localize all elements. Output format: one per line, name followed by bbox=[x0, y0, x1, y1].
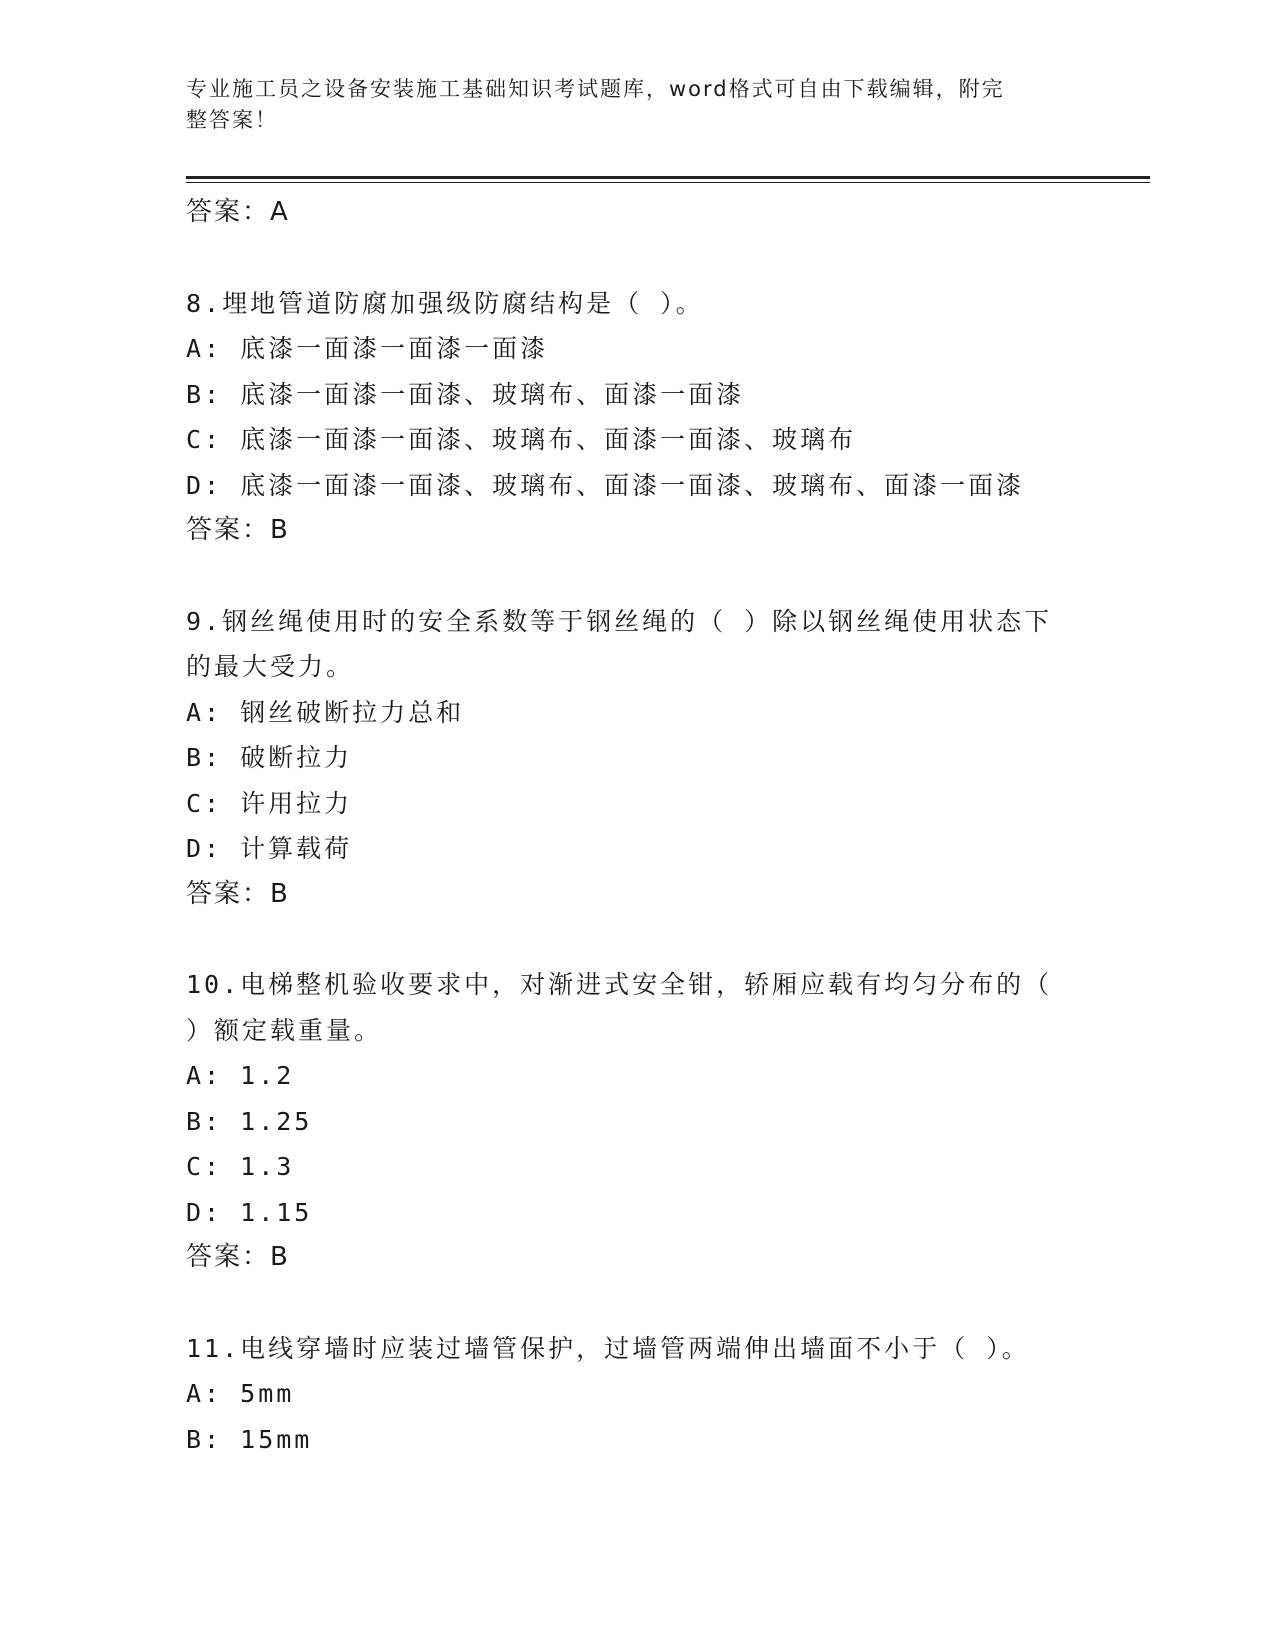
question-text: 11.电线穿墙时应装过墙管保护，过墙管两端伸出墙面不小于（ ）。 bbox=[186, 1333, 1030, 1363]
question-block-11 bbox=[186, 1326, 1106, 1463]
answer-text: 答案：B bbox=[186, 515, 290, 545]
question-text-line-2: 的最大受力。 bbox=[186, 652, 355, 681]
question-list bbox=[186, 190, 1106, 1462]
document-header bbox=[186, 74, 1066, 136]
answer-text: 答案：B bbox=[186, 878, 290, 909]
option-a: A: 1.2 bbox=[186, 1061, 295, 1090]
question-block-9 bbox=[186, 599, 1106, 918]
question-block-10 bbox=[186, 962, 1106, 1281]
spacer bbox=[186, 554, 1106, 599]
question-text: 8.埋地管道防腐加强级防腐结构是（ ）。 bbox=[186, 288, 704, 318]
question-text-line-2: ）额定载重量。 bbox=[186, 1015, 383, 1045]
option-a: A: 钢丝破断拉力总和 bbox=[186, 697, 465, 727]
header-line-2: 整答案！ bbox=[186, 108, 278, 132]
option-d: D: 计算载荷 bbox=[186, 834, 353, 863]
option-a: A: 5mm bbox=[186, 1379, 295, 1408]
spacer bbox=[186, 917, 1106, 962]
answer-text: 答案：B bbox=[186, 1242, 290, 1272]
header-divider-thick bbox=[186, 176, 1150, 179]
header-line-1: 专业施工员之设备安装施工基础知识考试题库，word格式可自由下载编辑，附完 bbox=[186, 77, 1005, 101]
previous-answer: 答案：A bbox=[186, 197, 290, 227]
question-text-line-1: 10.电梯整机验收要求中，对渐进式安全钳，轿厢应载有均匀分布的（ bbox=[186, 970, 1053, 999]
question-block-8 bbox=[186, 281, 1106, 554]
option-b: B: 底漆一面漆一面漆、玻璃布、面漆一面漆 bbox=[186, 379, 745, 409]
option-c: C: 1.3 bbox=[186, 1152, 295, 1181]
option-d: D: 1.15 bbox=[186, 1197, 313, 1227]
option-c: C: 许用拉力 bbox=[186, 788, 353, 818]
option-c: C: 底漆一面漆一面漆、玻璃布、面漆一面漆、玻璃布 bbox=[186, 425, 857, 454]
question-text-line-1: 9.钢丝绳使用时的安全系数等于钢丝绳的（ ）除以钢丝绳使用状态下 bbox=[186, 606, 1053, 636]
option-b: B: 15mm bbox=[186, 1424, 313, 1454]
spacer bbox=[186, 1281, 1106, 1326]
header-divider-thin bbox=[186, 182, 1150, 183]
option-d: D: 底漆一面漆一面漆、玻璃布、面漆一面漆、玻璃布、面漆一面漆 bbox=[186, 470, 1025, 500]
option-b: B: 破断拉力 bbox=[186, 743, 353, 772]
option-b: B: 1.25 bbox=[186, 1106, 313, 1136]
spacer bbox=[186, 236, 1106, 281]
option-a: A: 底漆一面漆一面漆一面漆 bbox=[186, 334, 549, 363]
